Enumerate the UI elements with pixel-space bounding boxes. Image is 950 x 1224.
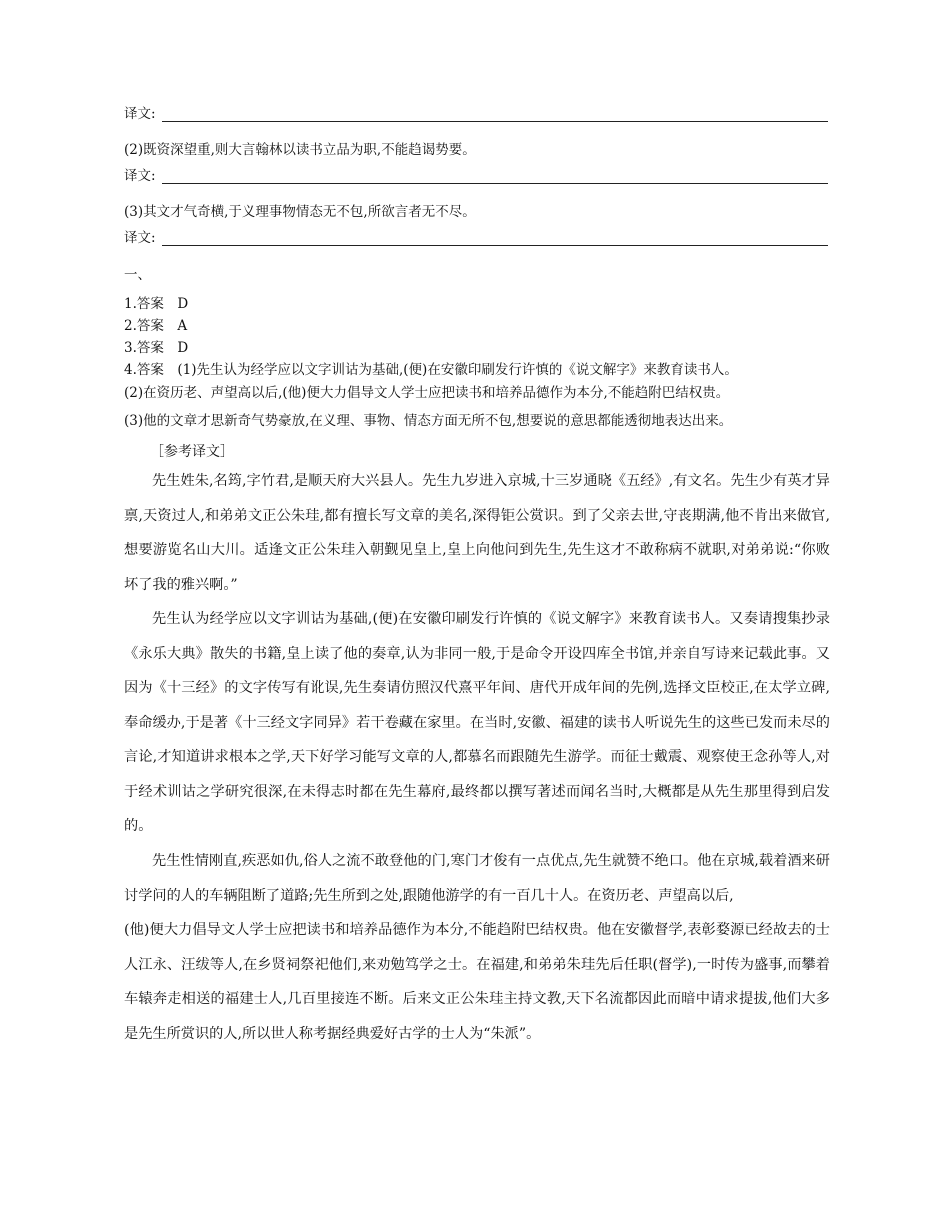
- answer-blank-line: [162, 183, 828, 184]
- reference-paragraph-4: (他)便大力倡导文人学士应把读书和培养品德作为本分,不能趋附巴结权贵。他在安徽督学,表彰婺源已经故去的士人江永、汪绂等人,在乡贤祠祭祀他们,来劝勉笃学之士。在福建,和弟弟朱珪先后任职(督学),一时传为盛事,而攀着车辕奔走相送的福建士人,几百里接连不断。后来文正公朱珪主持文教,天下名流都因此而暗中请求提拔,他们大多是先生所赏识的人,所以世人称考据经典爱好古学的士人为“朱派”。: [124, 922, 830, 1042]
- translation-label: 译文:: [124, 230, 156, 246]
- translation-row-2: [124, 166, 828, 186]
- answer-4-part-1: 4.答案 (1)先生认为经学应以文字训诂为基础,(便)在安徽印刷发行许慎的《说文解字》来教育读书人。: [124, 362, 738, 378]
- translation-row-3: [124, 228, 828, 248]
- translation-label: 译文:: [124, 106, 156, 122]
- answer-2: 2.答案 A: [124, 318, 188, 334]
- reference-paragraph-1: 先生姓朱,名筠,字竹君,是顺天府大兴县人。先生九岁进入京城,十三岁通晓《五经》,有文名。先生少有英才异禀,天资过人,和弟弟文正公朱珪,都有擅长写文章的美名,深得钜公赏识。到了父亲去世,守丧期满,他不肯出来做官,想要游览名山大川。适逢文正公朱珪入朝觐见皇上,皇上向他问到先生,先生这才不敢称病不就职,对弟弟说:“你败坏了我的雅兴啊。”: [124, 473, 830, 593]
- question-3: (3)其文才气奇横,于义理事物情态无不包,所欲言者无不尽。: [124, 204, 476, 220]
- reference-translation-label: ［参考译文］: [150, 444, 234, 460]
- answer-1: 1.答案 D: [124, 296, 189, 312]
- question-2: (2)既资深望重,则大言翰林以读书立品为职,不能趋谒势要。: [124, 142, 476, 158]
- answer-4-part-2: (2)在资历老、声望高以后,(他)便大力倡导文人学士应把读书和培养品德作为本分,不能趋附巴结权贵。: [124, 385, 730, 401]
- answer-blank-line: [162, 245, 828, 246]
- reference-paragraph-3: 先生性情刚直,疾恶如仇,俗人之流不敢登他的门,寒门才俊有一点优点,先生就赞不绝口。他在京城,载着酒来研讨学问的人的车辆阻断了道路;先生所到之处,跟随他游学的有一百几十人。在资历老、声望高以后,: [124, 853, 830, 904]
- translation-row-1: [124, 104, 828, 124]
- answer-4-part-3: (3)他的文章才思新奇气势豪放,在义理、事物、情态方面无所不包,想要说的意思都能透彻地表达出来。: [124, 413, 733, 429]
- translation-label: 译文:: [124, 168, 156, 184]
- section-title: 一、: [124, 267, 151, 283]
- answer-blank-line: [162, 121, 828, 122]
- answer-3: 3.答案 D: [124, 340, 189, 356]
- reference-paragraph-2: 先生认为经学应以文字训诂为基础,(便)在安徽印刷发行许慎的《说文解字》来教育读书人。又奏请搜集抄录《永乐大典》散失的书籍,皇上读了他的奏章,认为非同一般,于是命令开设四库全书馆,并亲自写诗来记载此事。又因为《十三经》的文字传写有讹误,先生奏请仿照汉代熹平年间、唐代开成年间的先例,选择文臣校正,在太学立碑,奉命缓办,于是著《十三经文字同异》若干卷藏在家里。在当时,安徽、福建的读书人听说先生的这些已发而未尽的言论,才知道讲求根本之学,天下好学习能写文章的人,都慕名而跟随先生游学。而征士戴震、观察使王念孙等人,对于经术训诂之学研究很深,在未得志时都在先生幕府,最终都以撰写著述而闻名当时,大概都是从先生那里得到启发的。: [124, 611, 830, 834]
